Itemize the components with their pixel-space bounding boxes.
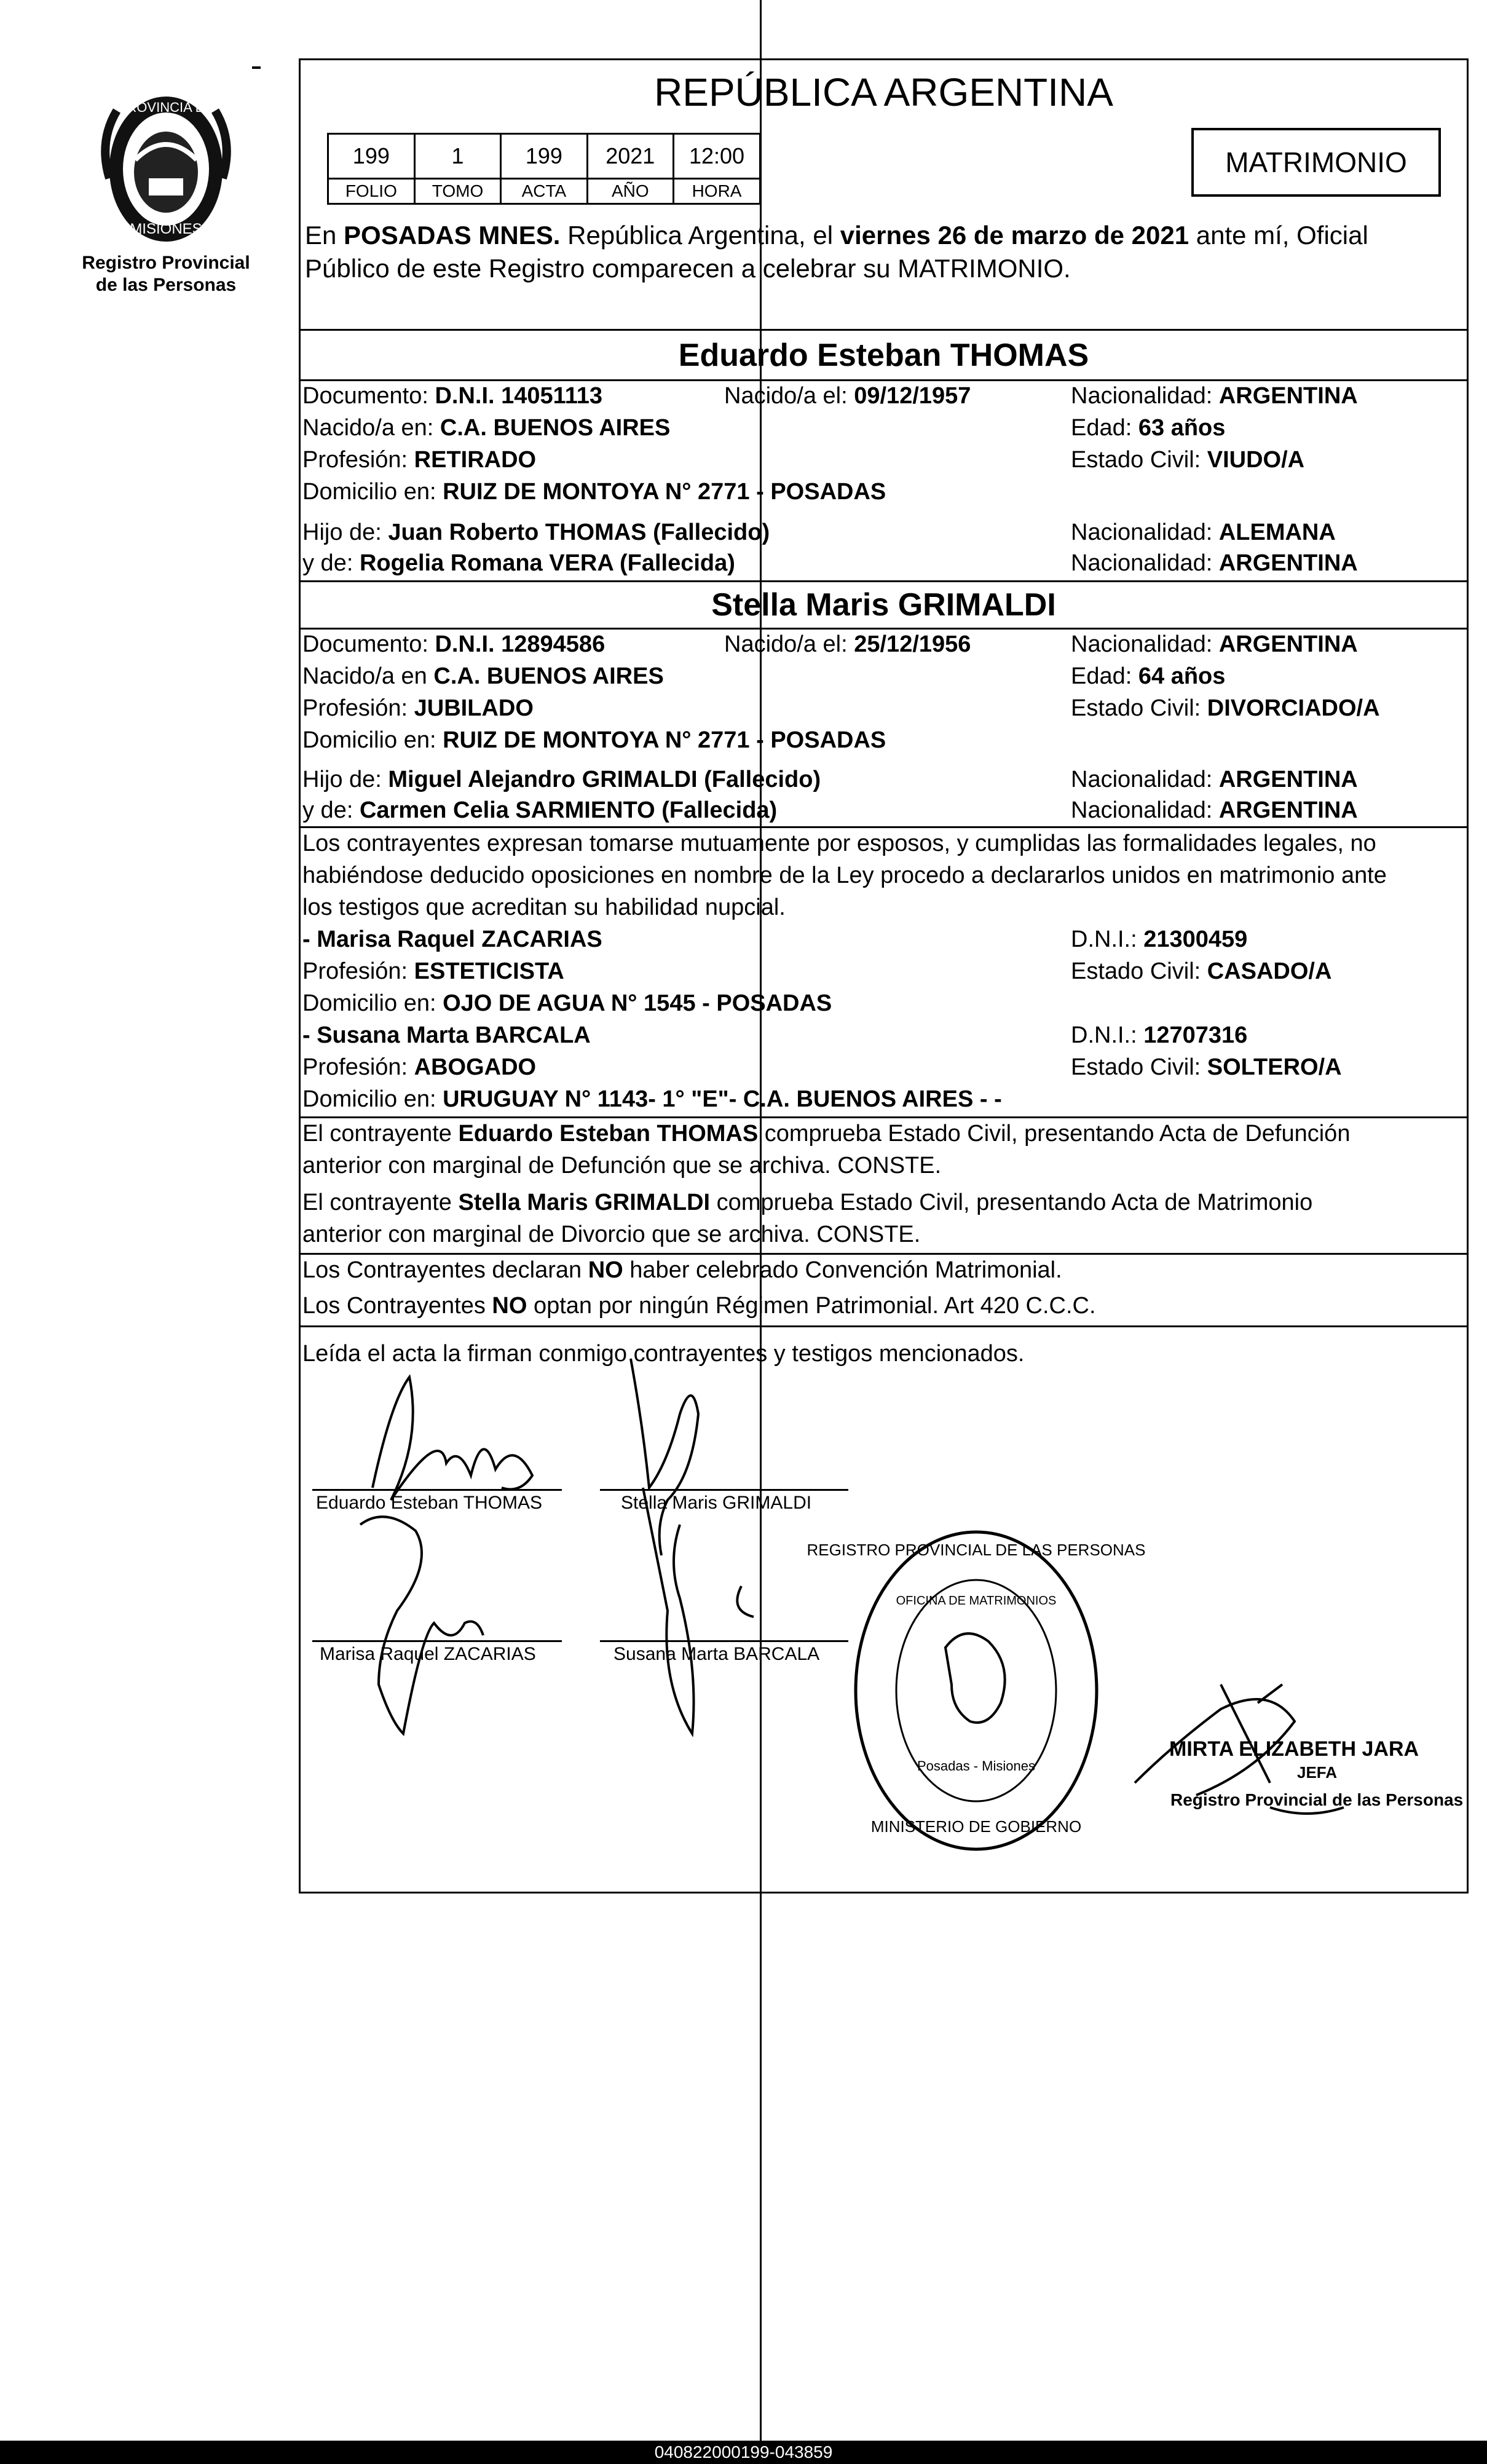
witness-1-name: - Marisa Raquel ZACARIAS <box>302 926 602 952</box>
witness-1-profession: Profesión: ESTETICISTA <box>302 958 564 984</box>
groom-father-nationality: Nacionalidad: ALEMANA <box>1071 519 1336 545</box>
vows-line-1: Los contrayentes expresan tomarse mutuamente por esposos, y cumplidas las formalidades legales, no <box>302 831 1376 856</box>
signature-witness-1 <box>360 1517 483 1734</box>
signature-label-witness-1: Marisa Raquel ZACARIAS <box>320 1644 536 1664</box>
official-name: MIRTA ELIZABETH JARA <box>1169 1737 1419 1761</box>
hora-label: HORA <box>674 179 760 204</box>
vows-line-2: habiéndose deducido oposiciones en nombre de la Ley procedo a declararlos unidos en matrimonio ante <box>302 863 1387 888</box>
tomo-label: TOMO <box>414 179 501 204</box>
witness-2-civil-status: Estado Civil: SOLTERO/A <box>1071 1054 1342 1080</box>
bride-civil-status: Estado Civil: DIVORCIADO/A <box>1071 695 1380 721</box>
regime-line-2: Los Contrayentes NO optan por ningún Régimen Patrimonial. Art 420 C.C.C. <box>302 1293 1096 1319</box>
footer-bar <box>0 2441 1487 2464</box>
signature-label-bride: Stella Maris GRIMALDI <box>621 1493 812 1513</box>
svg-text:OFICINA DE MATRIMONIOS: OFICINA DE MATRIMONIOS <box>896 1594 1057 1608</box>
intro-place: POSADAS MNES. <box>344 221 561 250</box>
folio-value: 199 <box>328 134 415 179</box>
bride-father: Hijo de: Miguel Alejandro GRIMALDI (Fallecido) <box>302 767 821 792</box>
acta-label: ACTA <box>501 179 587 204</box>
witness-1-address: Domicilio en: OJO DE AGUA N° 1545 - POSADAS <box>302 990 832 1016</box>
signature-bride <box>631 1359 698 1555</box>
bride-father-nationality: Nacionalidad: ARGENTINA <box>1071 767 1358 792</box>
province-seal-icon <box>92 86 240 252</box>
official-stamp <box>807 1525 1146 1857</box>
registry-name <box>61 252 270 296</box>
signatures-intro: Leída el acta la firman conmigo contrayentes y testigos mencionados. <box>302 1341 1025 1367</box>
registry-name-line1: Registro Provincial <box>82 253 250 273</box>
witness-2-profession: Profesión: ABOGADO <box>302 1054 537 1080</box>
groom-name: Eduardo Esteban THOMAS <box>678 338 1089 373</box>
small-tick-mark <box>252 66 261 69</box>
page-title: REPÚBLICA ARGENTINA <box>654 70 1113 114</box>
folio-label: FOLIO <box>328 179 415 204</box>
tomo-value: 1 <box>414 134 501 179</box>
groom-civil-status: Estado Civil: VIUDO/A <box>1071 447 1305 473</box>
footer-code: 040822000199-043859 <box>654 2442 833 2462</box>
hora-value: 12:00 <box>674 134 760 179</box>
divider-groom-top <box>299 329 1469 331</box>
anio-value: 2021 <box>587 134 674 179</box>
witness-2-address: Domicilio en: URUGUAY N° 1143- 1° "E"- C.A. BUENOS AIRES - - <box>302 1086 1002 1112</box>
groom-mother: y de: Rogelia Romana VERA (Fallecida) <box>302 550 735 576</box>
groom-father: Hijo de: Juan Roberto THOMAS (Fallecido) <box>302 519 770 545</box>
signature-label-groom: Eduardo Esteban THOMAS <box>316 1493 542 1513</box>
note-1-line-2: anterior con marginal de Defunción que se archiva. CONSTE. <box>302 1153 942 1179</box>
intro-text-c: ante mí, Oficial <box>1189 221 1368 250</box>
signature-label-witness-2: Susana Marta BARCALA <box>613 1644 820 1664</box>
signature-groom <box>373 1377 532 1500</box>
intro-text-b: República Argentina, el <box>560 221 840 250</box>
stamp-map-icon <box>945 1633 1005 1723</box>
groom-nationality: Nacionalidad: ARGENTINA <box>1071 383 1358 409</box>
svg-text:MISIONES: MISIONES <box>130 221 202 237</box>
witness-1-dni: D.N.I.: 21300459 <box>1071 926 1248 952</box>
intro-date: viernes 26 de marzo de 2021 <box>840 221 1189 250</box>
registry-name-line2: de las Personas <box>95 275 237 295</box>
note-1-line-1: El contrayente Eduardo Esteban THOMAS comprueba Estado Civil, presentando Acta de Defunción <box>302 1121 1351 1147</box>
divider-signatures-top <box>299 1325 1469 1327</box>
intro-text-a: En <box>305 221 344 250</box>
bride-mother-nationality: Nacionalidad: ARGENTINA <box>1071 797 1358 823</box>
svg-text:REGISTRO PROVINCIAL DE LAS PER: REGISTRO PROVINCIAL DE LAS PERSONAS <box>807 1541 1146 1559</box>
official-role: JEFA <box>1297 1763 1338 1782</box>
groom-profession: Profesión: RETIRADO <box>302 447 537 473</box>
bride-profession: Profesión: JUBILADO <box>302 695 534 721</box>
record-table <box>327 133 761 205</box>
bride-name: Stella Maris GRIMALDI <box>711 587 1056 623</box>
regime-line-1: Los Contrayentes declaran NO haber celebrado Convención Matrimonial. <box>302 1257 1062 1283</box>
svg-text:MINISTERIO DE GOBIERNO: MINISTERIO DE GOBIERNO <box>870 1817 1082 1836</box>
bride-nationality: Nacionalidad: ARGENTINA <box>1071 631 1358 657</box>
witness-1-civil-status: Estado Civil: CASADO/A <box>1071 958 1332 984</box>
intro-line-2: Público de este Registro comparecen a celebrar su MATRIMONIO. <box>305 254 1071 283</box>
bride-age: Edad: 64 años <box>1071 663 1226 689</box>
groom-mother-nationality: Nacionalidad: ARGENTINA <box>1071 550 1358 576</box>
witness-2-name: - Susana Marta BARCALA <box>302 1022 591 1048</box>
bride-mother: y de: Carmen Celia SARMIENTO (Fallecida) <box>302 797 778 823</box>
registry-logo <box>92 86 240 252</box>
anio-label: AÑO <box>587 179 674 204</box>
svg-text:Posadas - Misiones: Posadas - Misiones <box>917 1758 1035 1774</box>
acta-value: 199 <box>501 134 587 179</box>
act-type-box: MATRIMONIO <box>1191 128 1441 197</box>
witness-2-dni: D.N.I.: 12707316 <box>1071 1022 1248 1048</box>
groom-document: Documento: D.N.I. 14051113 <box>302 383 603 409</box>
groom-birthdate: Nacido/a el: 09/12/1957 <box>724 383 971 409</box>
note-2-line-1: El contrayente Stella Maris GRIMALDI comprueba Estado Civil, presentando Acta de Matrimonio <box>302 1190 1313 1215</box>
groom-birthplace: Nacido/a en: C.A. BUENOS AIRES <box>302 415 671 441</box>
groom-address: Domicilio en: RUIZ DE MONTOYA N° 2771 - POSADAS <box>302 479 886 505</box>
bride-document: Documento: D.N.I. 12894586 <box>302 631 605 657</box>
bride-birthdate: Nacido/a el: 25/12/1956 <box>724 631 971 657</box>
official-org: Registro Provincial de las Personas <box>1170 1790 1464 1809</box>
vows-line-3: los testigos que acreditan su habilidad nupcial. <box>302 894 786 920</box>
bride-birthplace: Nacido/a en C.A. BUENOS AIRES <box>302 663 664 689</box>
groom-age: Edad: 63 años <box>1071 415 1226 441</box>
bride-address: Domicilio en: RUIZ DE MONTOYA N° 2771 - POSADAS <box>302 727 886 753</box>
note-2-line-2: anterior con marginal de Divorcio que se archiva. CONSTE. <box>302 1222 921 1247</box>
intro-line-1 <box>305 219 1368 252</box>
svg-text:PROVINCIA DE: PROVINCIA DE <box>117 100 215 115</box>
